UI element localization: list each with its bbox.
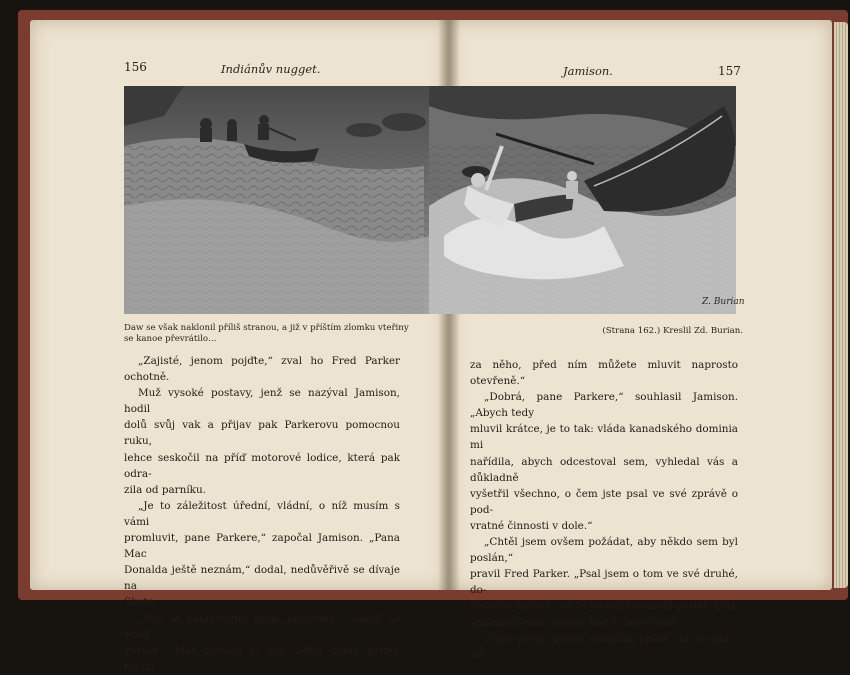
text-line: „Chtěl jsem ovšem požádat, aby někdo sem byl poslán,“ (470, 536, 738, 565)
text-line: „Zajisté, jenom pojďte,“ zval ho Fred Parker ochotně. (124, 355, 400, 384)
text-line: Donalda ještě neznám,“ dodal, nedůvěřivě se dívaje na (124, 564, 400, 593)
right-body-text (470, 357, 738, 663)
caption-line: Daw se však naklonil příliš stranou, a již v příštím zlomku vteřiny (124, 323, 409, 333)
left-running-head: Indiánův nugget. (221, 62, 321, 76)
text-line: Skota. (124, 596, 158, 609)
text-line: datečné zprávě, ale tu jsem již nemohl poslat, byla (470, 600, 737, 613)
left-body-text (124, 353, 400, 675)
text-line: „Je to záležitost úřední, vládní, o níž musím s vámi (124, 499, 400, 528)
text-line: lehce seskočil na příď motorové lodice, která pak odra- (124, 451, 400, 480)
text-line: vyšetřil všechno, o čem jste psal ve své zprávě o pod- (470, 487, 738, 516)
text-line: „Dobrá, pane Parkere,“ souhlasil Jamison. „Abych tedy (470, 391, 738, 420)
text-line: spálena v mém srubu, který shořel celý.“ (470, 616, 685, 629)
text-line: vratné činnosti v dole.“ (470, 519, 593, 532)
text-line: Parker. „Mac Donald je můj velmi dobrý přítel, ručím (124, 644, 400, 673)
text-line: promluvit, pane Parkere,“ započal Jamison. „Pana Mac (124, 532, 400, 561)
text-line: nařídila, abych odcestoval sem, vyhledal vás a důkladně (470, 455, 738, 484)
left-page-number: 156 (124, 60, 147, 74)
text-line: „Vaše první zpráva postačila úplně, jak se zdá,“ od- (470, 632, 738, 661)
text-line: zila od parníku. (124, 483, 206, 496)
text-line: dolů svůj vak a přijav pak Parkerovu pomocnou ruku, (124, 419, 400, 448)
text-line: „Nic se neobávejte, pane Jamisone,“ usmál se Fred (124, 612, 400, 641)
illustration-signature: Z. Burian (702, 297, 745, 307)
right-page-number: 157 (718, 64, 741, 78)
right-caption: (Strana 162.) Kreslil Zd. Burian. (602, 326, 743, 336)
text-line: Muž vysoké postavy, jenž se nazýval Jamison, hodil (124, 387, 400, 416)
caption-line: se kanoe převrátilo… (124, 334, 217, 344)
page-edges (834, 22, 848, 588)
right-running-head: Jamison. (563, 64, 613, 78)
rapids-canoe-illustration (124, 86, 745, 314)
text-line: za něho, před ním můžete mluvit naprosto otevřeně.“ (470, 359, 738, 388)
left-caption (124, 323, 424, 345)
text-line: pravil Fred Parker. „Psal jsem o tom ve své druhé, do- (470, 568, 738, 597)
text-line: mluvil krátce, je to tak: vláda kanadského dominia mi (470, 423, 738, 452)
